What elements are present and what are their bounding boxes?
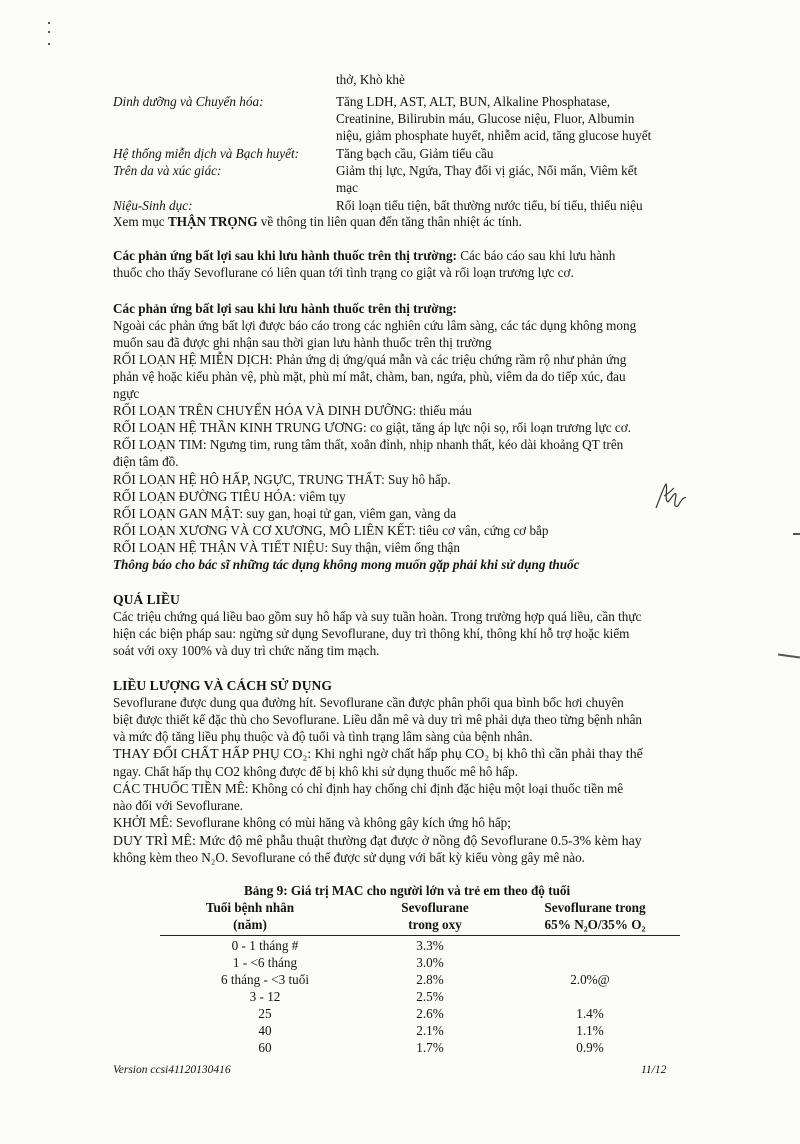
- table-row: [150, 1040, 680, 1057]
- ae-value: Tăng LDH, AST, ALT, BUN, Alkaline Phosphatase,: [336, 94, 611, 109]
- col-header-age: Tuổi bệnh nhân (năm): [205, 900, 295, 932]
- cell-oxy: 2.5%: [416, 989, 444, 1004]
- col-header-oxy: Sevoflurane trong oxy: [401, 900, 469, 932]
- co2-absorbent-line: ngay. Chất hấp thụ CO2 không được để bị khô khi sử dụng thuốc mê hô hấp.: [113, 764, 518, 779]
- ae-label: Hệ thống miễn dịch và Bạch huyết:: [113, 146, 300, 161]
- postmarket-line: RỐI LOẠN TIM: Ngưng tim, rung tâm thất, xoắn đỉnh, nhịp nhanh thất, kéo dài khoảng QT trên: [113, 437, 624, 452]
- premedication-line: nào đối với Sevoflurane.: [113, 798, 244, 813]
- ae-value: Tăng bạch cầu, Giảm tiểu cầu: [336, 146, 494, 161]
- postmarket-line: RỐI LOẠN XƯƠNG VÀ CƠ XƯƠNG, MÔ LIÊN KẾT: tiêu cơ vân, cứng cơ bắp: [113, 523, 549, 538]
- co2-absorbent-line: THAY ĐỔI CHẤT HẤP PHỤ CO₂: Khi nghi ngờ chất hấp phụ CO₂ bị khô thì cần phải thay thế: [113, 746, 643, 761]
- dosage-line: biệt được thiết kế đặc thù cho Sevoflurane. Liều dẫn mê và duy trì mê phải dựa theo từng bệnh nhân: [113, 712, 643, 727]
- cell-age: 60: [258, 1040, 272, 1055]
- cell-age: 40: [258, 1023, 272, 1038]
- postmarket-line: RỐI LOẠN HỆ THẬN VÀ TIẾT NIỆU: Suy thận, viêm ống thận: [113, 540, 460, 555]
- cell-age: 3 - 12: [249, 989, 281, 1004]
- ae-label: Dinh dưỡng và Chuyển hóa:: [113, 94, 264, 109]
- ae-value: Rối loạn tiểu tiện, bất thường nước tiểu, bí tiểu, thiểu niệu: [336, 198, 643, 213]
- cell-oxy: 3.3%: [416, 938, 444, 953]
- table-row: [150, 989, 680, 1006]
- table-caption: Bảng 9: Giá trị MAC cho người lớn và trẻ em theo độ tuổi: [244, 883, 571, 898]
- maintenance-line: DUY TRÌ MÊ: Mức độ mê phẫu thuật thường đạt được ở nồng độ Sevoflurane 0.5-3% kèm hay: [113, 833, 642, 848]
- table-row: [150, 1023, 680, 1040]
- dosage-line: Sevoflurane được dung qua đường hít. Sevoflurane cần được phân phối qua bình bốc hơi chuyên: [113, 695, 624, 710]
- version-footer: Version ccsi41120130416: [113, 1064, 231, 1076]
- scan-mark: [778, 653, 800, 658]
- postmarket-line: RỐI LOẠN HỆ HÔ HẤP, NGỰC, TRUNG THẤT: Suy hô hấp.: [113, 472, 451, 487]
- overdose-line: Các triệu chứng quá liều bao gồm suy hô hấp và suy tuần hoàn. Trong trường hợp quá liều, cần thực: [113, 609, 642, 624]
- scan-mark: [48, 43, 50, 45]
- table-row: [150, 955, 680, 972]
- postmarket-paragraph-1: Các phản ứng bất lợi sau khi lưu hành thuốc trên thị trường: Các báo cáo sau khi lưu hành: [113, 248, 616, 263]
- ae-value: niệu, giảm phosphate huyết, nhiễm acid, tăng glucose huyết: [336, 128, 652, 143]
- cell-oxy: 2.1%: [416, 1023, 444, 1038]
- col-header-n2o: Sevoflurane trong 65% N₂O/35% O₂: [544, 900, 646, 932]
- cell-n2o: 1.4%: [576, 1006, 604, 1021]
- cell-n2o: 2.0%@: [570, 972, 610, 987]
- scan-mark: [48, 31, 50, 33]
- postmarket-line: RỐI LOẠN HỆ THẦN KINH TRUNG ƯƠNG: co giật, tăng áp lực nội sọ, rối loạn trương lực cơ.: [113, 420, 631, 435]
- maintenance-line: không kèm theo N₂O. Sevoflurane có thể được sử dụng với bất kỳ kiểu vòng gây mê nào.: [113, 850, 585, 865]
- postmarket-line: RỐI LOẠN HỆ MIỄN DỊCH: Phản ứng dị ứng/quá mẫn và các triệu chứng rầm rộ như phản ứng: [113, 352, 627, 367]
- ae-value: mạc: [336, 180, 358, 195]
- postmarket-line: điện tâm đồ.: [113, 454, 179, 469]
- ae-value: Giảm thị lực, Ngứa, Thay đổi vị giác, Nổi mẩn, Viêm kết: [336, 163, 638, 178]
- dosage-line: và mức độ tăng liều phụ thuộc và độ tuổi và tình trạng lâm sàng của bệnh nhân.: [113, 729, 533, 744]
- postmarket-line: RỐI LOẠN GAN MẬT: suy gan, hoại tử gan, viêm gan, vàng da: [113, 506, 457, 521]
- report-notice: Thông báo cho bác sĩ những tác dụng không mong muốn gặp phải khi sử dụng thuốc: [113, 557, 580, 572]
- cell-oxy: 3.0%: [416, 955, 444, 970]
- overdose-line: hiện các biện pháp sau: ngừng sử dụng Sevoflurane, duy trì thông khí, thông khí hỗ trợ hoặc kiểm: [113, 626, 630, 641]
- postmarket-line: RỐI LOẠN ĐƯỜNG TIÊU HÓA: viêm tụy: [113, 489, 346, 504]
- postmarket-line: RỐI LOẠN TRÊN CHUYỂN HÓA VÀ DINH DƯỠNG: thiếu máu: [113, 403, 472, 418]
- ae-value: Creatinine, Bilirubin máu, Glucose niệu, Fluor, Albumin: [336, 111, 635, 126]
- premedication-line: CÁC THUỐC TIỀN MÊ: Không có chỉ định hay chống chỉ định đặc hiệu một loại thuốc tiền mê: [113, 781, 624, 796]
- table-row: [150, 938, 680, 955]
- postmarket-paragraph-1-line2: thuốc cho thấy Sevoflurane có liên quan tới tình trạng co giật và rối loạn trương lực cơ.: [113, 265, 574, 280]
- handwritten-initials: [650, 478, 690, 518]
- overdose-line: soát với oxy 100% và duy trì chức năng tim mạch.: [113, 643, 380, 658]
- overdose-title: QUÁ LIỀU: [113, 592, 180, 607]
- postmarket-line: Ngoài các phản ứng bất lợi được báo cáo trong các nghiên cứu lâm sàng, các tác dụng không mong: [113, 318, 637, 333]
- table-row: [150, 972, 680, 989]
- cell-age: 6 tháng - <3 tuổi: [220, 972, 310, 987]
- scan-mark: [48, 22, 50, 24]
- cell-age: 25: [258, 1006, 272, 1021]
- cell-n2o: 1.1%: [576, 1023, 604, 1038]
- postmarket-line: ngực: [113, 386, 140, 401]
- cell-n2o: 0.9%: [576, 1040, 604, 1055]
- postmarket-line: muốn sau đã được ghi nhận sau thời gian lưu hành thuốc trên thị trường: [113, 335, 492, 350]
- ae-label: Niệu-Sinh dục:: [113, 198, 193, 213]
- scan-mark: [793, 533, 800, 535]
- cell-oxy: 2.6%: [416, 1006, 444, 1021]
- postmarket-line: phản vệ hoặc kiểu phản vệ, phù mặt, phù mí mắt, chàm, ban, ngứa, phù, viêm da do tiếp xúc, đau: [113, 369, 626, 384]
- postmarket-heading: Các phản ứng bất lợi sau khi lưu hành thuốc trên thị trường:: [113, 301, 457, 316]
- table-header-rule: [160, 935, 680, 936]
- induction-line: KHỞI MÊ: Sevoflurane không có mùi hăng và không gây kích ứng hô hấp;: [113, 815, 511, 830]
- cell-age: 0 - 1 tháng #: [231, 938, 299, 953]
- table-row: [150, 1006, 680, 1023]
- cell-oxy: 1.7%: [416, 1040, 444, 1055]
- page-number: 11/12: [641, 1064, 667, 1076]
- ae-value: thở, Khò khè: [336, 72, 405, 87]
- cell-age: 1 - <6 tháng: [232, 955, 298, 970]
- caution-note: Xem mục THẬN TRỌNG về thông tin liên quan đến tăng thân nhiệt ác tính.: [113, 214, 522, 229]
- ae-label: Trên da và xúc giác:: [113, 163, 222, 178]
- cell-oxy: 2.8%: [416, 972, 444, 987]
- dosage-title: LIỀU LƯỢNG VÀ CÁCH SỬ DỤNG: [113, 678, 332, 693]
